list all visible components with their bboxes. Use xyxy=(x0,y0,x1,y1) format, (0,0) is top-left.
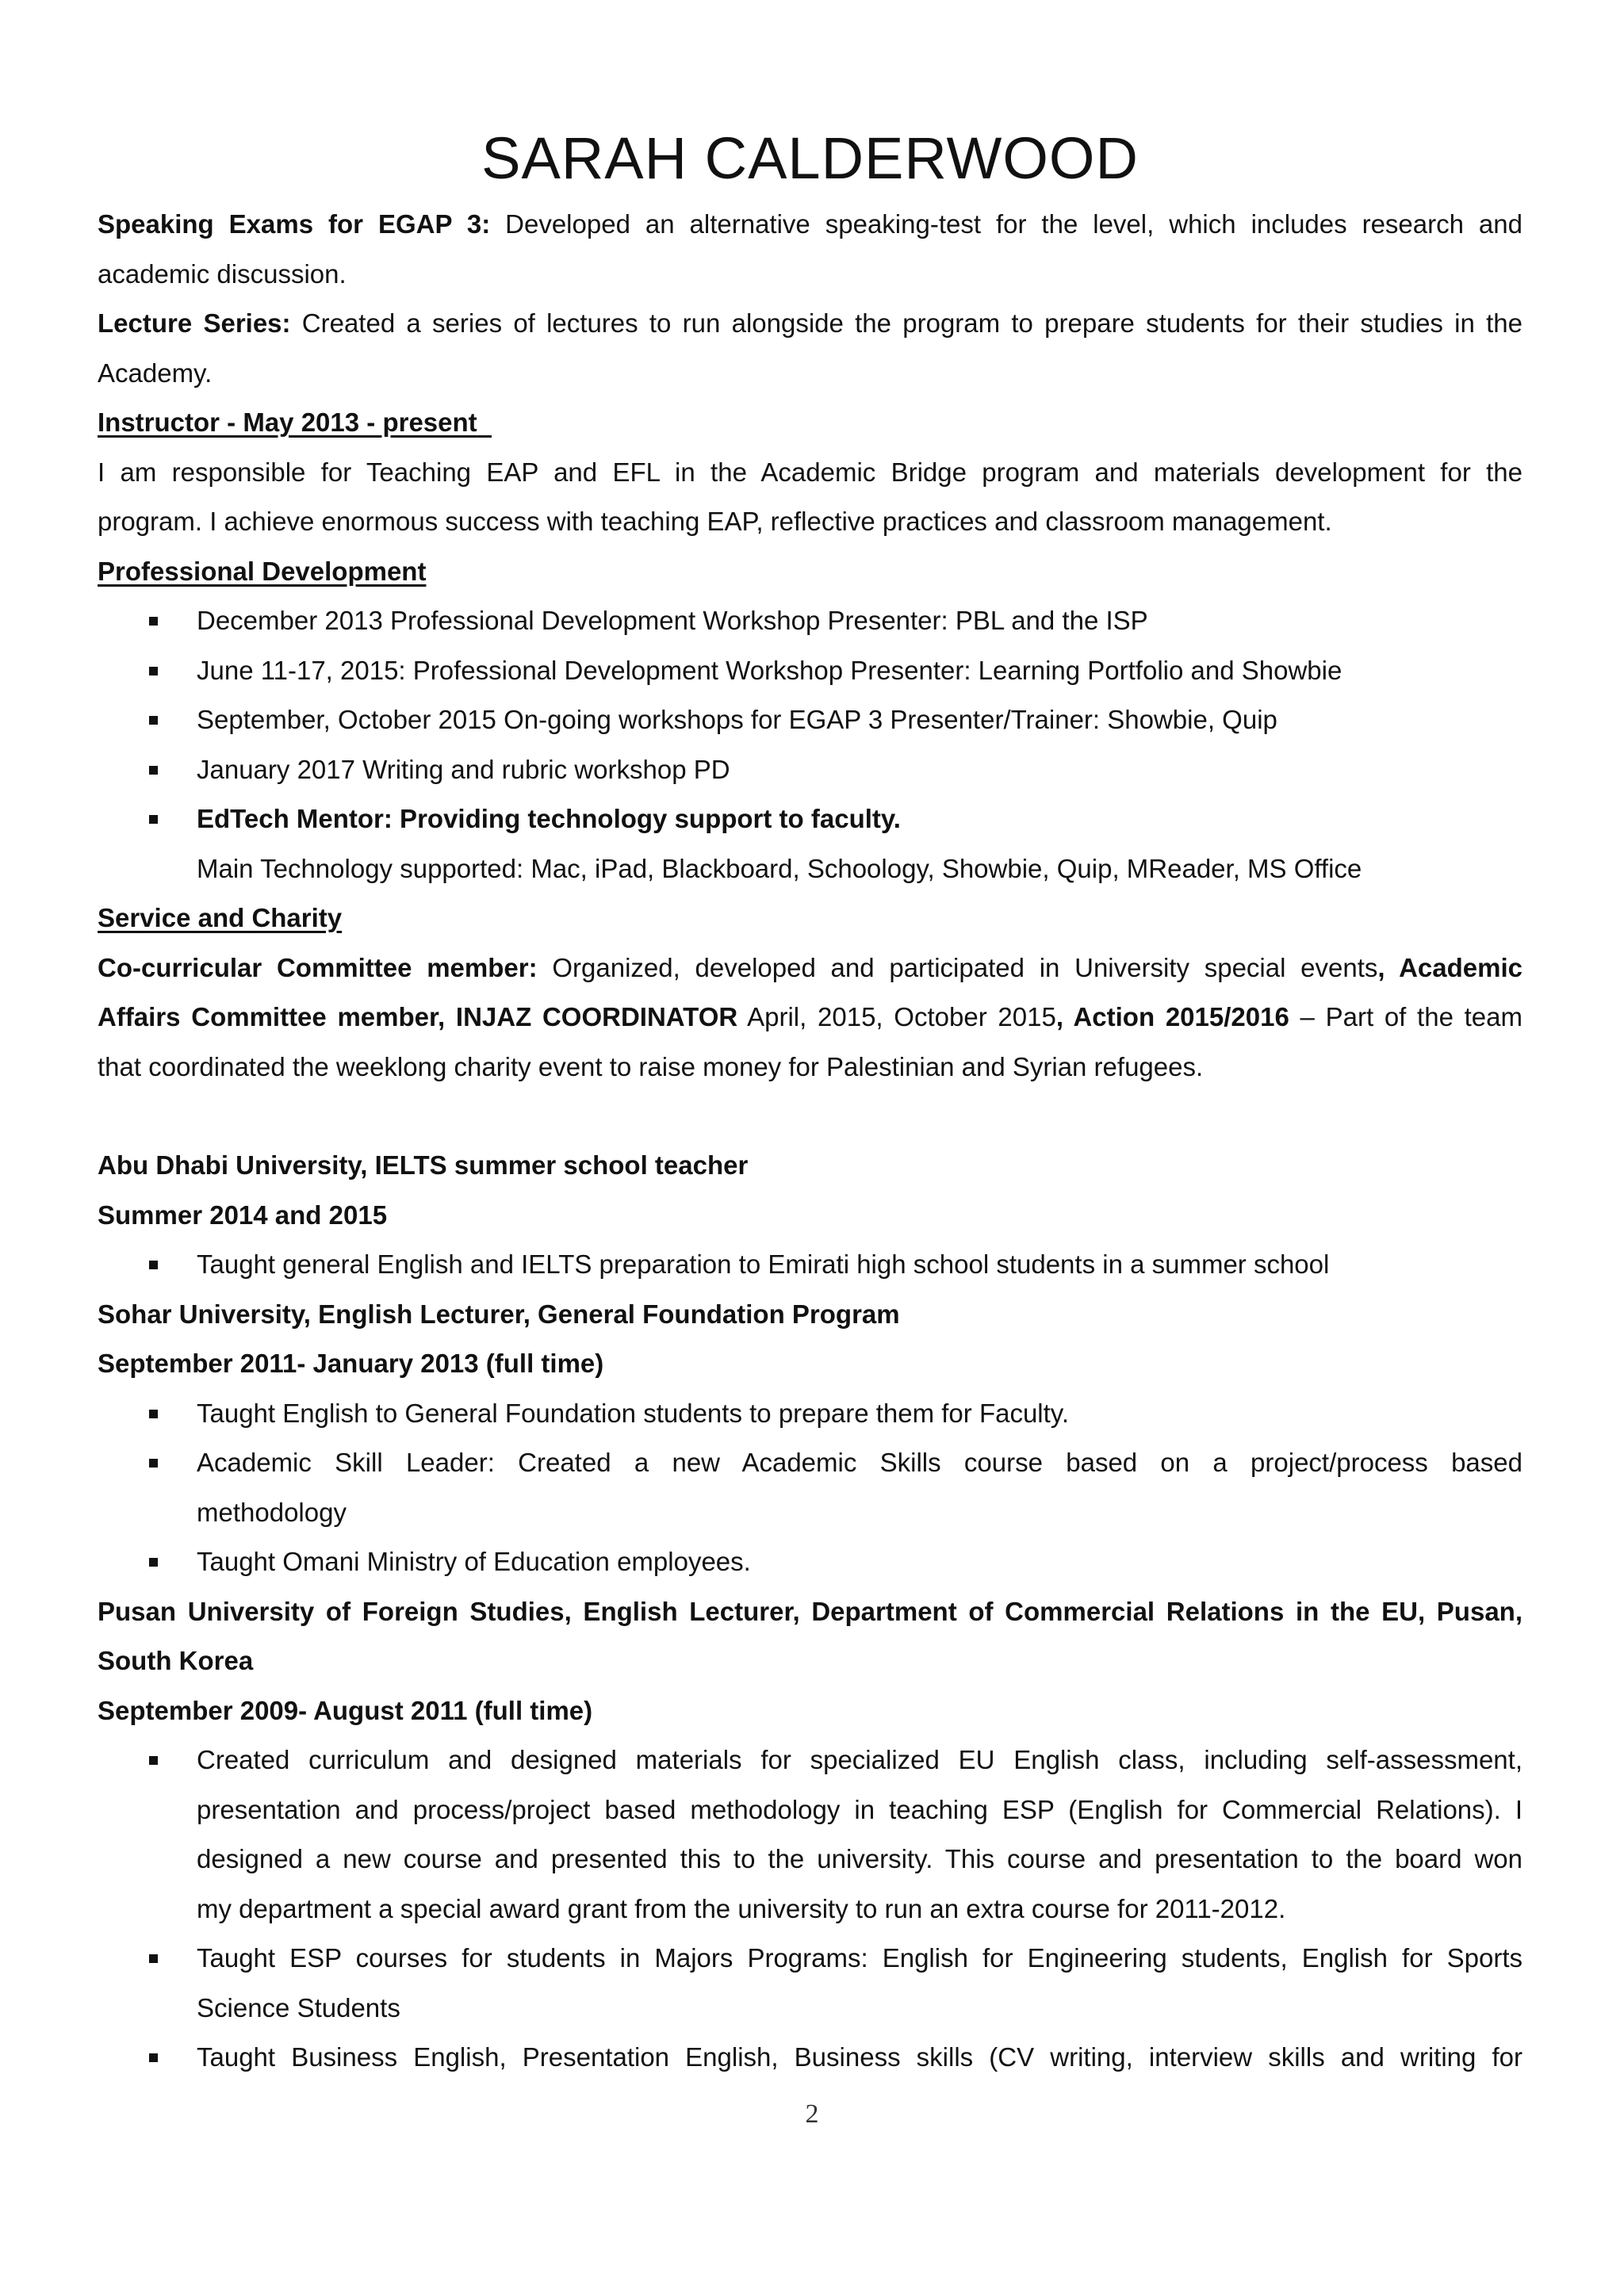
professional-development-heading: Professional Development xyxy=(98,556,427,586)
service-line-3: that coordinated the weeklong charity event to raise money for Palestinian and Syrian refugees. xyxy=(98,1051,1204,1081)
speaking-exams-line-2: academic discussion. xyxy=(98,258,347,289)
list-item: Created curriculum and designed materials for specialized EU English class, including self-assessment, xyxy=(98,1735,1522,1785)
academic-affairs-label-2: Affairs Committee member, INJAZ COORDINATOR xyxy=(98,1002,738,1031)
action-label: , Action 2015/2016 xyxy=(1055,1002,1289,1031)
lecture-series-label: Lecture Series: xyxy=(98,308,291,338)
list-item: EdTech Mentor: Providing technology support to faculty. xyxy=(98,794,1522,844)
list-item-continuation: presentation and process/project based methodology in teaching ESP (English for Commercial Relations). I xyxy=(197,1794,1522,1824)
service-charity-heading: Service and Charity xyxy=(98,903,343,932)
speaking-exams-label: Speaking Exams for EGAP 3: xyxy=(98,209,491,239)
academic-affairs-label-1: , Academic xyxy=(1377,952,1523,982)
lecture-series-line-1 xyxy=(98,299,1522,349)
list-item: Taught ESP courses for students in Majors Programs: English for Engineering students, English for Sports xyxy=(98,1934,1522,1984)
list-item: Taught Business English, Presentation English, Business skills (CV writing, interview skills and writing for xyxy=(98,2033,1522,2083)
list-item: Academic Skill Leader: Created a new Academic Skills course based on a project/process based xyxy=(98,1438,1522,1488)
instructor-line-2: program. I achieve enormous success with teaching EAP, reflective practices and classroom management. xyxy=(98,507,1332,536)
pusan-dates: September 2009- August 2011 (full time) xyxy=(98,1695,593,1725)
list-item: December 2013 Professional Development Workshop Presenter: PBL and the ISP xyxy=(98,596,1522,646)
service-line-2 xyxy=(98,993,1522,1043)
instructor-heading: Instructor - May 2013 - present xyxy=(98,408,477,437)
page-number: 2 xyxy=(805,2099,819,2129)
list-item: Taught English to General Foundation students to prepare them for Faculty. xyxy=(98,1389,1522,1439)
list-item: June 11-17, 2015: Professional Development Workshop Presenter: Learning Portfolio and Showbie xyxy=(98,646,1522,696)
list-item: September, October 2015 On-going workshops for EGAP 3 Presenter/Trainer: Showbie, Quip xyxy=(98,695,1522,745)
sohar-dates: September 2011- January 2013 (full time) xyxy=(98,1349,604,1378)
list-item-continuation: designed a new course and presented this to the university. This course and presentation to the board won xyxy=(197,1844,1522,1873)
candidate-name: SARAH CALDERWOOD xyxy=(481,125,1139,191)
instructor-line-1: I am responsible for Teaching EAP and EFL in the Academic Bridge program and materials development for the xyxy=(98,457,1522,487)
list-item: January 2017 Writing and rubric workshop PD xyxy=(98,745,1522,795)
pusan-title-line-2: South Korea xyxy=(98,1646,254,1675)
service-line-1 xyxy=(98,943,1522,993)
instructor-heading-line xyxy=(98,398,1522,448)
lecture-series-text: Created a series of lectures to run alongside the program to prepare students for their studies in the xyxy=(290,308,1522,338)
list-item-continuation: methodology xyxy=(197,1497,347,1527)
sohar-title: Sohar University, English Lecturer, General Foundation Program xyxy=(98,1299,900,1329)
action-text: – Part of the team xyxy=(1289,1002,1522,1031)
list-item-continuation: my department a special award grant from the university to run an extra course for 2011-2012. xyxy=(197,1893,1286,1923)
technology-supported: Main Technology supported: Mac, iPad, Blackboard, Schoology, Showbie, Quip, MReader, MS Office xyxy=(197,853,1362,883)
injaz-dates: April, 2015, October 2015 xyxy=(737,1002,1056,1031)
speaking-exams-line-1 xyxy=(98,200,1522,250)
abu-dhabi-dates: Summer 2014 and 2015 xyxy=(98,1200,388,1230)
cocurricular-text: Organized, developed and participated in University special events xyxy=(537,952,1378,982)
list-item: Taught Omani Ministry of Education employees. xyxy=(98,1537,1522,1587)
abu-dhabi-title: Abu Dhabi University, IELTS summer school teacher xyxy=(98,1150,749,1180)
pusan-title-line-1: Pusan University of Foreign Studies, English Lecturer, Department of Commercial Relations in the EU, Pusan, xyxy=(98,1596,1522,1626)
resume-body xyxy=(98,200,1522,2083)
list-item-continuation: Science Students xyxy=(197,1992,400,2022)
list-item: Taught general English and IELTS preparation to Emirati high school students in a summer school xyxy=(98,1240,1522,1290)
cocurricular-label: Co-curricular Committee member: xyxy=(98,952,538,982)
lecture-series-line-2: Academy. xyxy=(98,358,213,388)
speaking-exams-text: Developed an alternative speaking-test for the level, which includes research and xyxy=(490,209,1522,239)
